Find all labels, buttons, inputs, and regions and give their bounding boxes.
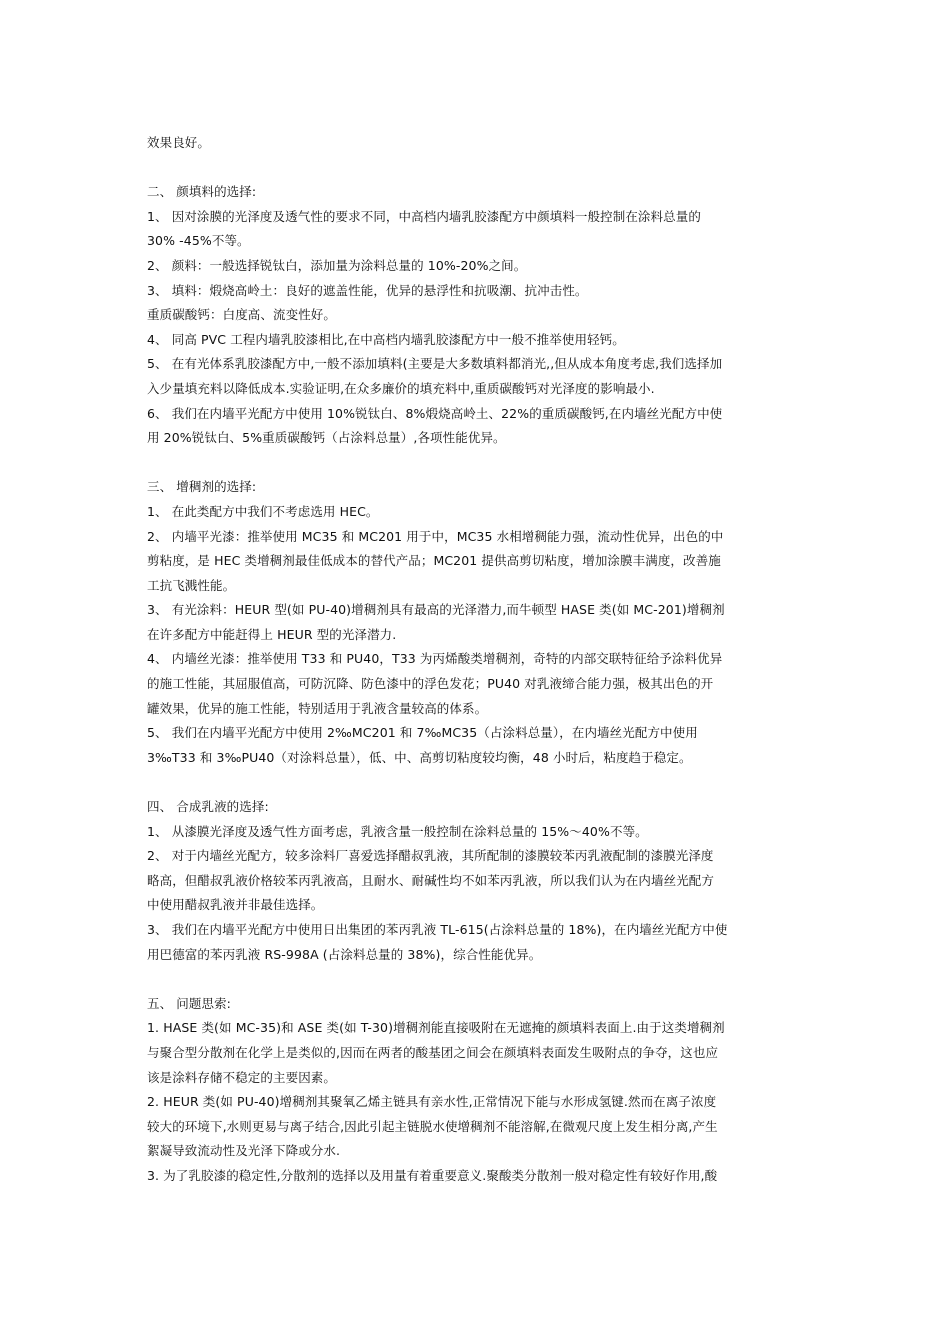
text-line: 6、 我们在内墙平光配方中使用 10%锐钛白、8%煅烧高岭土、22%的重质碳酸钙,在内墙丝光配方中使 bbox=[147, 405, 723, 421]
text-line: 较大的环境下,水则更易与离子结合,因此引起主链脱水使增稠剂不能溶解,在微观尺度上发生相分离,产生 bbox=[147, 1118, 718, 1134]
text-line: 1. HASE 类(如 MC-35)和 ASE 类(如 T-30)增稠剂能直接吸附在无遮掩的颜填料表面上.由于这类增稠剂 bbox=[147, 1020, 725, 1036]
text-line: 1、 从漆膜光泽度及透气性方面考虑，乳液含量一般控制在涂料总量的 15%～40%不等。 bbox=[147, 823, 648, 839]
text-line: 的施工性能，其屈服值高，可防沉降、防色漆中的浮色发花；PU40 对乳液缔合能力强，极其出色的开 bbox=[147, 676, 714, 692]
text-line: 絮凝导致流动性及光泽下降或分水. bbox=[147, 1143, 341, 1159]
text-line: 2、 对于内墙丝光配方，较多涂料厂喜爱选择醋叔乳液，其所配制的漆膜较苯丙乳液配制的漆膜光泽度 bbox=[147, 848, 714, 864]
text-line: 罐效果，优异的施工性能，特别适用于乳液含量较高的体系。 bbox=[147, 700, 488, 716]
text-line: 4、 同高 PVC 工程内墙乳胶漆相比,在中高档内墙乳胶漆配方中一般不推举使用轻钙。 bbox=[147, 331, 625, 347]
text-line: 用巴德富的苯丙乳液 RS-998A (占涂料总量的 38%)，综合性能优异。 bbox=[147, 946, 542, 962]
text-line: 3、 我们在内墙平光配方中使用日出集团的苯丙乳液 TL-615(占涂料总量的 18%)，在内墙丝光配方中使 bbox=[147, 922, 728, 937]
text-line: 入少量填充料以降低成本.实验证明,在众多廉价的填充料中,重质碳酸钙对光泽度的影响最小. bbox=[147, 380, 655, 396]
text-line: 3‰T33 和 3‰PU40（对涂料总量），低、中、高剪切粘度较均衡，48 小时后，粘度趋于稳定。 bbox=[147, 749, 692, 765]
text-line: 二、 颜填料的选择: bbox=[147, 184, 257, 200]
document-body bbox=[147, 131, 807, 1189]
blank-line bbox=[147, 451, 807, 476]
text-line: 三、 增稠剂的选择: bbox=[147, 479, 257, 495]
text-line: 30% -45%不等。 bbox=[147, 233, 250, 249]
blank-line bbox=[147, 156, 807, 181]
text-line: 与聚合型分散剂在化学上是类似的,因而在两者的酸基团之间会在颜填料表面发生吸附点的争夺，这也应 bbox=[147, 1044, 719, 1060]
text-line: 五、 问题思索: bbox=[147, 995, 231, 1011]
text-line: 用 20%锐钛白、5%重质碳酸钙（占涂料总量）,各项性能优异。 bbox=[147, 430, 506, 446]
text-line: 略高，但醋叔乳液价格较苯丙乳液高，且耐水、耐碱性均不如苯丙乳液，所以我们认为在内墙丝光配方 bbox=[147, 872, 715, 888]
text-line: 工抗飞溅性能。 bbox=[147, 577, 236, 593]
text-line: 3. 为了乳胶漆的稳定性,分散剂的选择以及用量有着重要意义.聚酸类分散剂一般对稳定性有较好作用,酸 bbox=[147, 1167, 718, 1183]
text-line: 2、 内墙平光漆：推举使用 MC35 和 MC201 用于中，MC35 水相增稠能力强，流动性优异，出色的中 bbox=[147, 528, 724, 544]
text-line: 剪粘度，是 HEC 类增稠剂最佳低成本的替代产品；MC201 提供高剪切粘度，增加涂膜丰满度，改善施 bbox=[147, 553, 721, 569]
text-line: 四、 合成乳液的选择: bbox=[147, 799, 269, 815]
text-line: 2、 颜料：一般选择锐钛白，添加量为涂料总量的 10%-20%之间。 bbox=[147, 257, 527, 273]
text-line: 5、 在有光体系乳胶漆配方中,一般不添加填料(主要是大多数填料都消光,,但从成本角度考虑,我们选择加 bbox=[147, 356, 723, 372]
text-line: 该是涂料存储不稳定的主要因素。 bbox=[147, 1069, 337, 1085]
text-line: 效果良好。 bbox=[147, 135, 211, 150]
text-line: 重质碳酸钙：白度高、流变性好。 bbox=[147, 307, 337, 323]
text-line: 5、 我们在内墙平光配方中使用 2‰MC201 和 7‰MC35（占涂料总量），在内墙丝光配方中使用 bbox=[147, 725, 698, 741]
blank-line bbox=[147, 967, 807, 992]
text-line: 1、 因对涂膜的光泽度及透气性的要求不同，中高档内墙乳胶漆配方中颜填料一般控制在涂料总量的 bbox=[147, 208, 701, 224]
text-line: 在许多配方中能赶得上 HEUR 型的光泽潜力. bbox=[147, 626, 397, 642]
text-line: 4、 内墙丝光漆：推举使用 T33 和 PU40，T33 为丙烯酸类增稠剂，奇特的内部交联特征给予涂料优异 bbox=[147, 651, 723, 667]
text-line: 2. HEUR 类(如 PU-40)增稠剂其聚氧乙烯主链具有亲水性,正常情况下能与水形成氢键.然而在离子浓度 bbox=[147, 1094, 717, 1110]
text-line: 3、 填料：煅烧高岭土：良好的遮盖性能，优异的悬浮性和抗吸潮、抗冲击性。 bbox=[147, 282, 588, 298]
text-line: 1、 在此类配方中我们不考虑选用 HEC。 bbox=[147, 503, 379, 519]
blank-line bbox=[147, 770, 807, 795]
text-line: 中使用醋叔乳液并非最佳选择。 bbox=[147, 897, 324, 913]
text-line: 3、 有光涂料：HEUR 型(如 PU-40)增稠剂具有最高的光泽潜力,而牛顿型 HASE 类(如 MC-201)增稠剂 bbox=[147, 602, 725, 618]
